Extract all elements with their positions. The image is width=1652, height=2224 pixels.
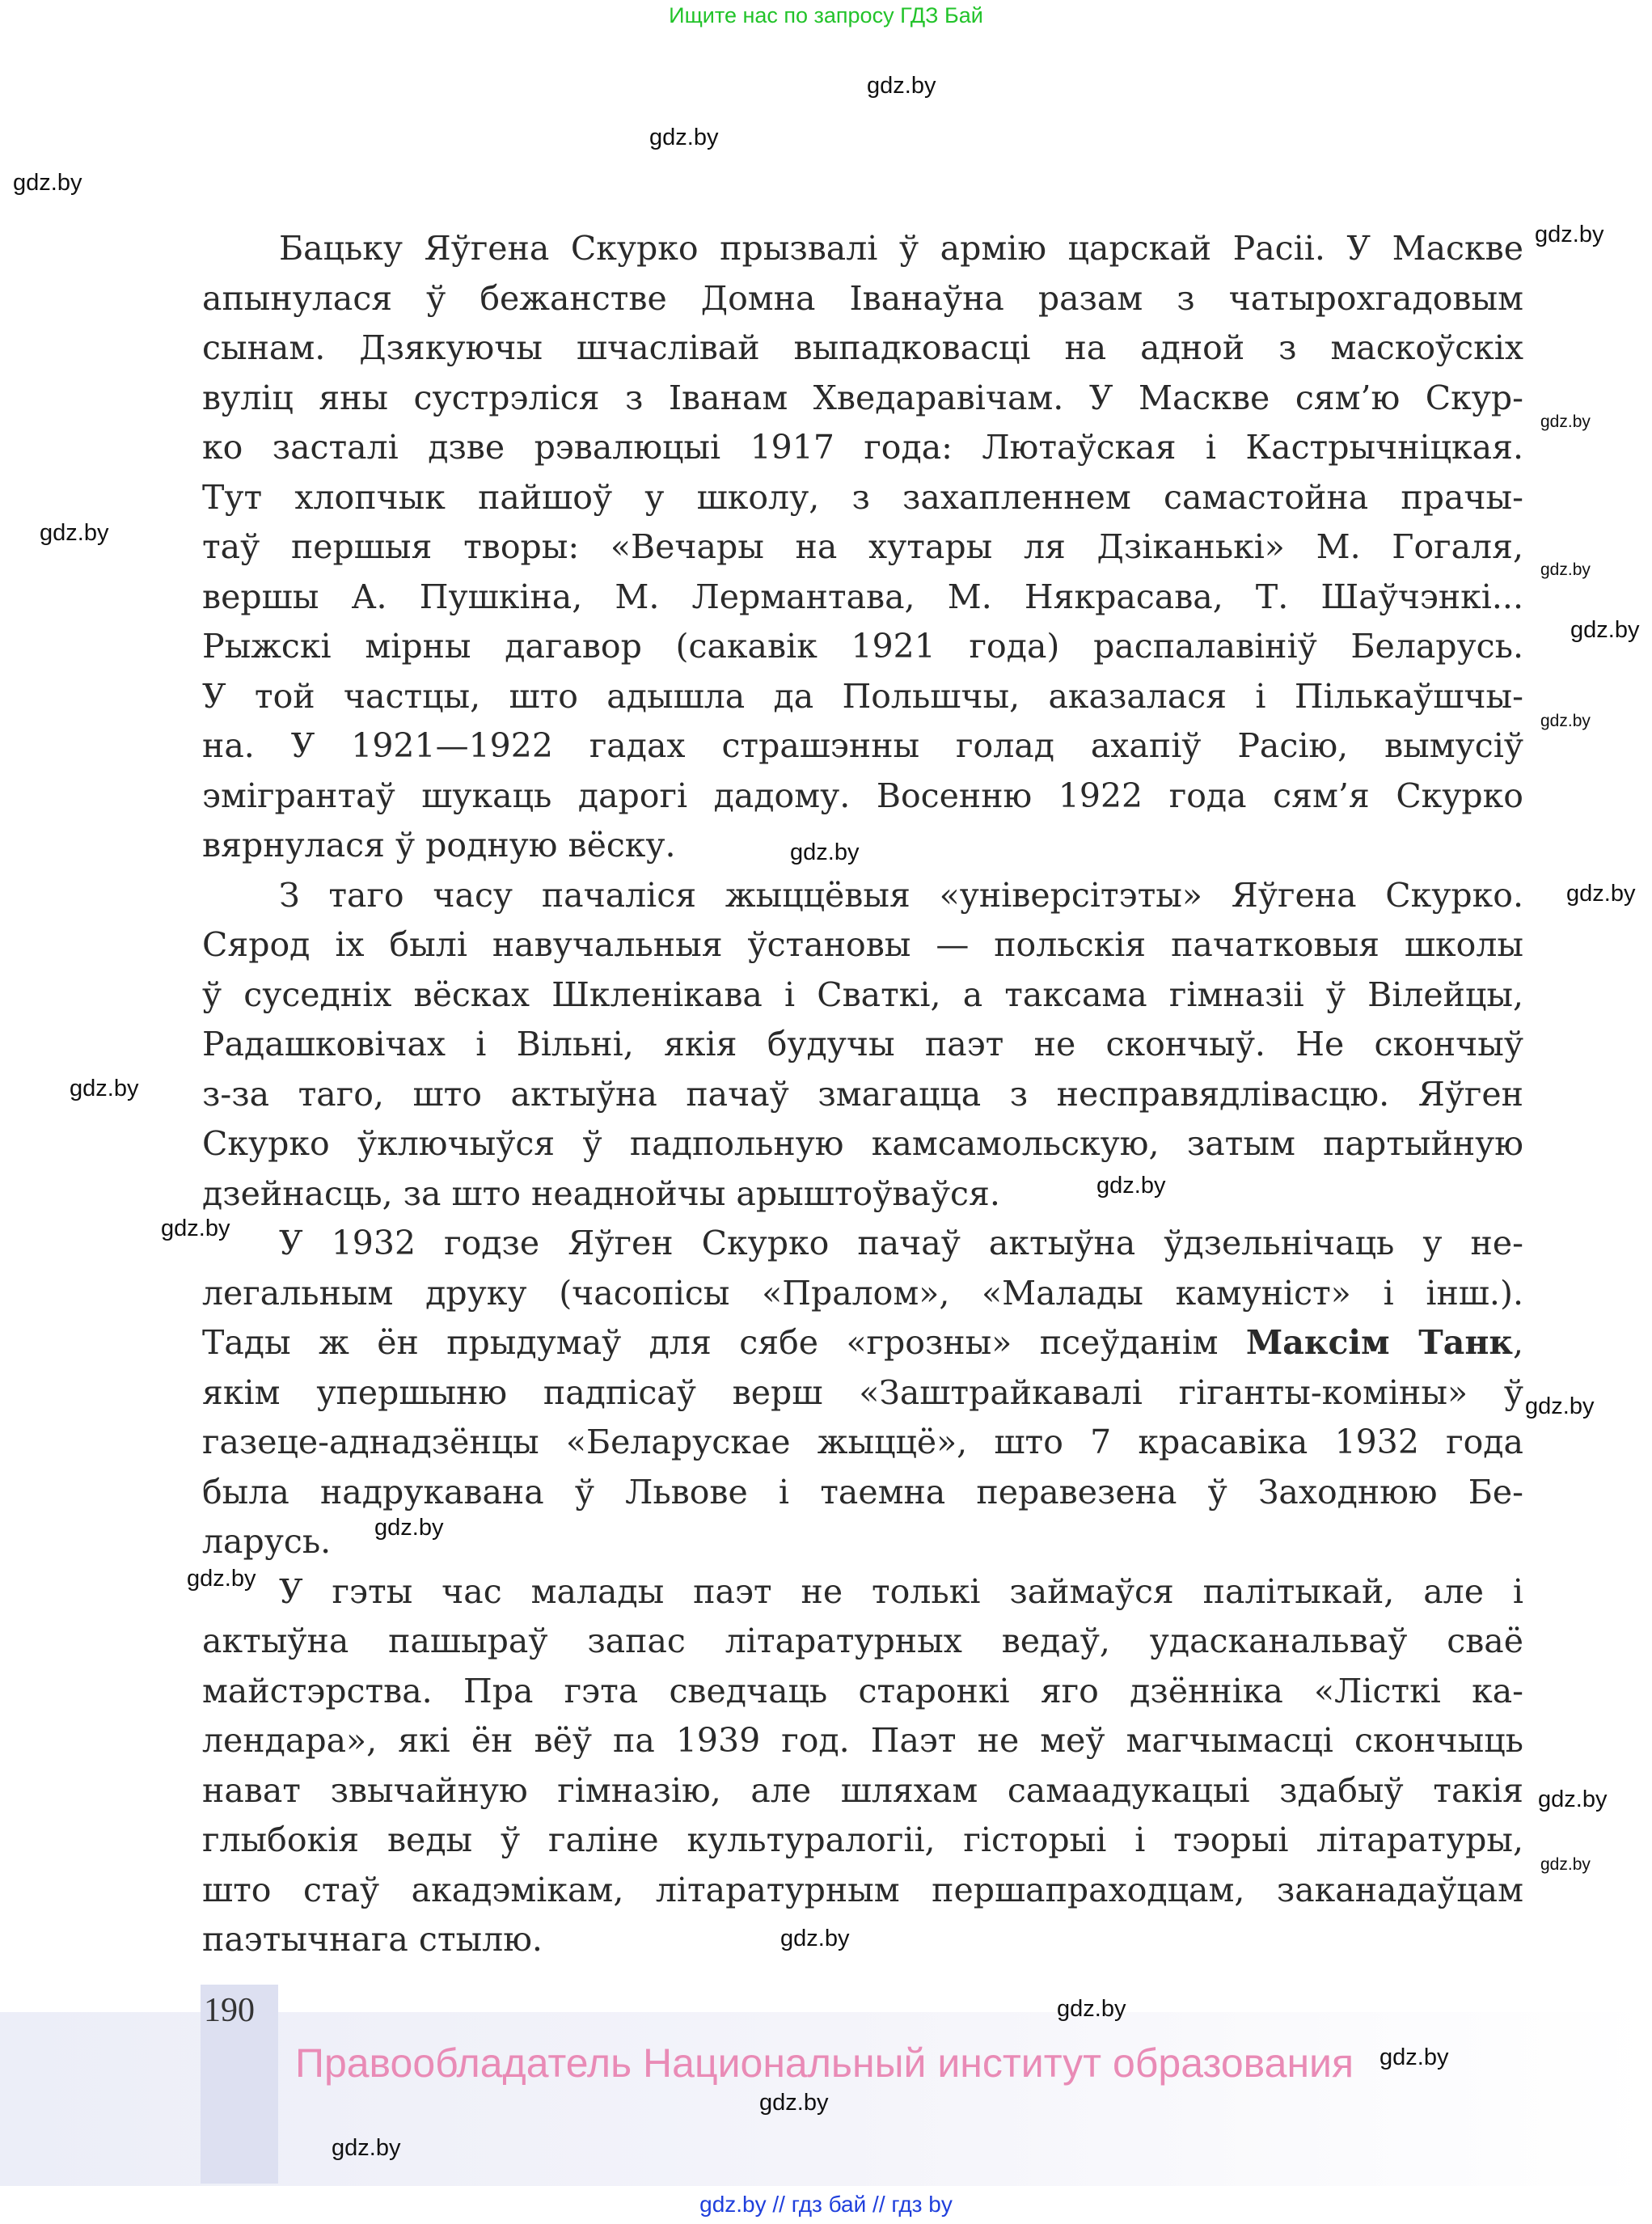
text-line: Рыжскі мірны дагавор (сакавік 1921 года) распалавініў Беларусь. <box>202 627 1523 666</box>
text-line: вершы А. Пушкіна, М. Лермантава, М. Някрасава, Т. Шаўчэнкі... <box>202 577 1523 616</box>
watermark: gdz.by <box>332 2135 401 2161</box>
watermark: gdz.by <box>1535 222 1604 247</box>
watermark: gdz.by <box>780 1926 850 1951</box>
text-line: сынам. Дзякуючы шчаслівай выпадковасці на адной з маскоўскіх <box>202 328 1523 367</box>
text-line: ў суседніх вёсках Шкленікава і Сваткі, а таксама гімназіі ў Вілейцы, <box>202 975 1523 1014</box>
text-line: таў першыя творы: «Вечары на хутары ля Дзіканькі» М. Гогаля, <box>202 527 1523 566</box>
text-line: з-за таго, што актыўна пачаў змагацца з несправядлівасцю. Яўген <box>202 1074 1523 1114</box>
text-line: ларусь. <box>202 1522 332 1561</box>
text-line: Скурко ўключыўся ў падпольную камсамольскую, затым партыйную <box>202 1124 1523 1163</box>
watermark: gdz.by <box>13 170 82 196</box>
text-line: на. У 1921—1922 гадах страшэнны голад ахапіў Расію, вымусіў <box>202 726 1523 765</box>
watermark: gdz.by <box>1057 1996 1126 2022</box>
watermark: gdz.by <box>1538 1786 1608 1812</box>
watermark: gdz.by <box>1525 1393 1595 1419</box>
paragraph-4 <box>202 1567 1523 1965</box>
text-line: апынулася ў бежанстве Домна Іванаўна разам з чатырохгадовым <box>202 278 1523 318</box>
text-line: У той частцы, што адышла да Польшчы, аказалася і Пількаўшчы- <box>202 676 1523 716</box>
text-line: глыбокія веды ў галіне культуралогіі, гісторыі і тэорыі літаратуры, <box>202 1820 1523 1859</box>
watermark: gdz.by <box>1540 712 1591 730</box>
body-text <box>202 224 1523 1965</box>
paragraph-1 <box>202 224 1523 871</box>
text-line: паэтычнага стылю. <box>202 1920 543 1959</box>
text-line: легальным друку (часопісы «Пралом», «Малады камуніст» і інш.). <box>202 1273 1523 1313</box>
text-line: што стаў акадэмікам, літаратурным першапраходцам, заканадаўцам <box>202 1870 1523 1909</box>
text-line: З таго часу пачаліся жыццёвыя «універсітэты» Яўгена Скурко. <box>279 875 1523 915</box>
text-line: эмігрантаў шукаць дарогі дадому. Восенню 1922 года сям’я Скурко <box>202 776 1523 815</box>
bottom-links[interactable]: gdz.by // гдз бай // гдз by <box>699 2192 953 2217</box>
watermark: gdz.by <box>1540 412 1591 431</box>
watermark: gdz.by <box>161 1216 230 1241</box>
text-line: газеце-аднадзёнцы «Беларускае жыццё», што 7 красавіка 1932 года <box>202 1423 1523 1461</box>
watermark: gdz.by <box>1379 2044 1449 2070</box>
watermark: gdz.by <box>1540 560 1591 579</box>
page-number: 190 <box>204 1992 255 2029</box>
text-line: У 1932 годзе Яўген Скурко пачаў актыўна ўдзельнічаць у не- <box>279 1224 1523 1262</box>
text-segment: Тады ж ён прыдумаў для сябе «грозны» псеўданім <box>202 1323 1246 1362</box>
rights-holder: Правообладатель Национальный институт образования <box>295 2040 1354 2086</box>
paragraph-2 <box>202 871 1523 1220</box>
watermark: gdz.by <box>374 1515 444 1541</box>
text-line: лендара», які ён вёў па 1939 год. Паэт не меў магчымасці скончыць <box>202 1721 1523 1760</box>
text-line: вярнулася ў родную вёску. <box>202 826 676 865</box>
text-line: вуліц яны сустрэліся з Іванам Хведаравічам. У Маскве сям’ю Скур- <box>202 378 1523 417</box>
text-line: актыўна пашыраў запас літаратурных ведаў, удасканальваў сваё <box>202 1621 1523 1660</box>
text-line: нават звычайную гімназію, але шляхам самаадукацыі здабыў такія <box>202 1770 1523 1810</box>
watermark: gdz.by <box>1570 617 1640 643</box>
text-line: Сярод іх былі навучальныя ўстановы — польскія пачатковыя школы <box>202 925 1523 964</box>
watermark: gdz.by <box>1096 1173 1166 1199</box>
top-banner[interactable]: Ищите нас по запросу ГДЗ Бай <box>669 3 983 27</box>
watermark: gdz.by <box>1540 1855 1591 1874</box>
text-line: ко засталі дзве рэвалюцыі 1917 года: Лютаўская і Кастрычніцкая. <box>202 428 1523 467</box>
text-line: майстэрства. Пра гэта сведчаць старонкі яго дзённіка «Лісткі ка- <box>202 1671 1523 1710</box>
watermark: gdz.by <box>1566 881 1636 907</box>
watermark: gdz.by <box>649 125 719 150</box>
watermark: gdz.by <box>40 520 109 546</box>
text-segment: , <box>1512 1323 1524 1362</box>
watermark: gdz.by <box>187 1566 256 1592</box>
pseudonym: Максім Танк <box>1245 1323 1513 1362</box>
text-line: якім упершыню падпісаў верш «Заштрайкавалі гіганты-коміны» ў <box>202 1372 1523 1412</box>
text-line: дзейнасць, за што неаднойчы арыштоўваўся. <box>202 1173 1000 1213</box>
watermark: gdz.by <box>790 839 860 865</box>
text-line: Радашковічах і Вільні, якія будучы паэт не скончыў. Не скончыў <box>202 1025 1523 1063</box>
text-line: Тут хлопчык пайшоў у школу, з захапленнем самастойна прачы- <box>202 477 1523 517</box>
text-line: Бацьку Яўгена Скурко прызвалі ў армію царскай Расіі. У Маскве <box>279 229 1523 268</box>
text-line: была надрукавана ў Львове і таемна перавезена ў Заходнюю Бе- <box>202 1472 1523 1512</box>
watermark: gdz.by <box>759 2090 829 2116</box>
text-line: У гэты час малады паэт не толькі займаўся палітыкай, але і <box>279 1571 1523 1611</box>
text-line <box>202 1318 1523 1368</box>
watermark: gdz.by <box>867 73 936 99</box>
watermark: gdz.by <box>70 1076 139 1101</box>
